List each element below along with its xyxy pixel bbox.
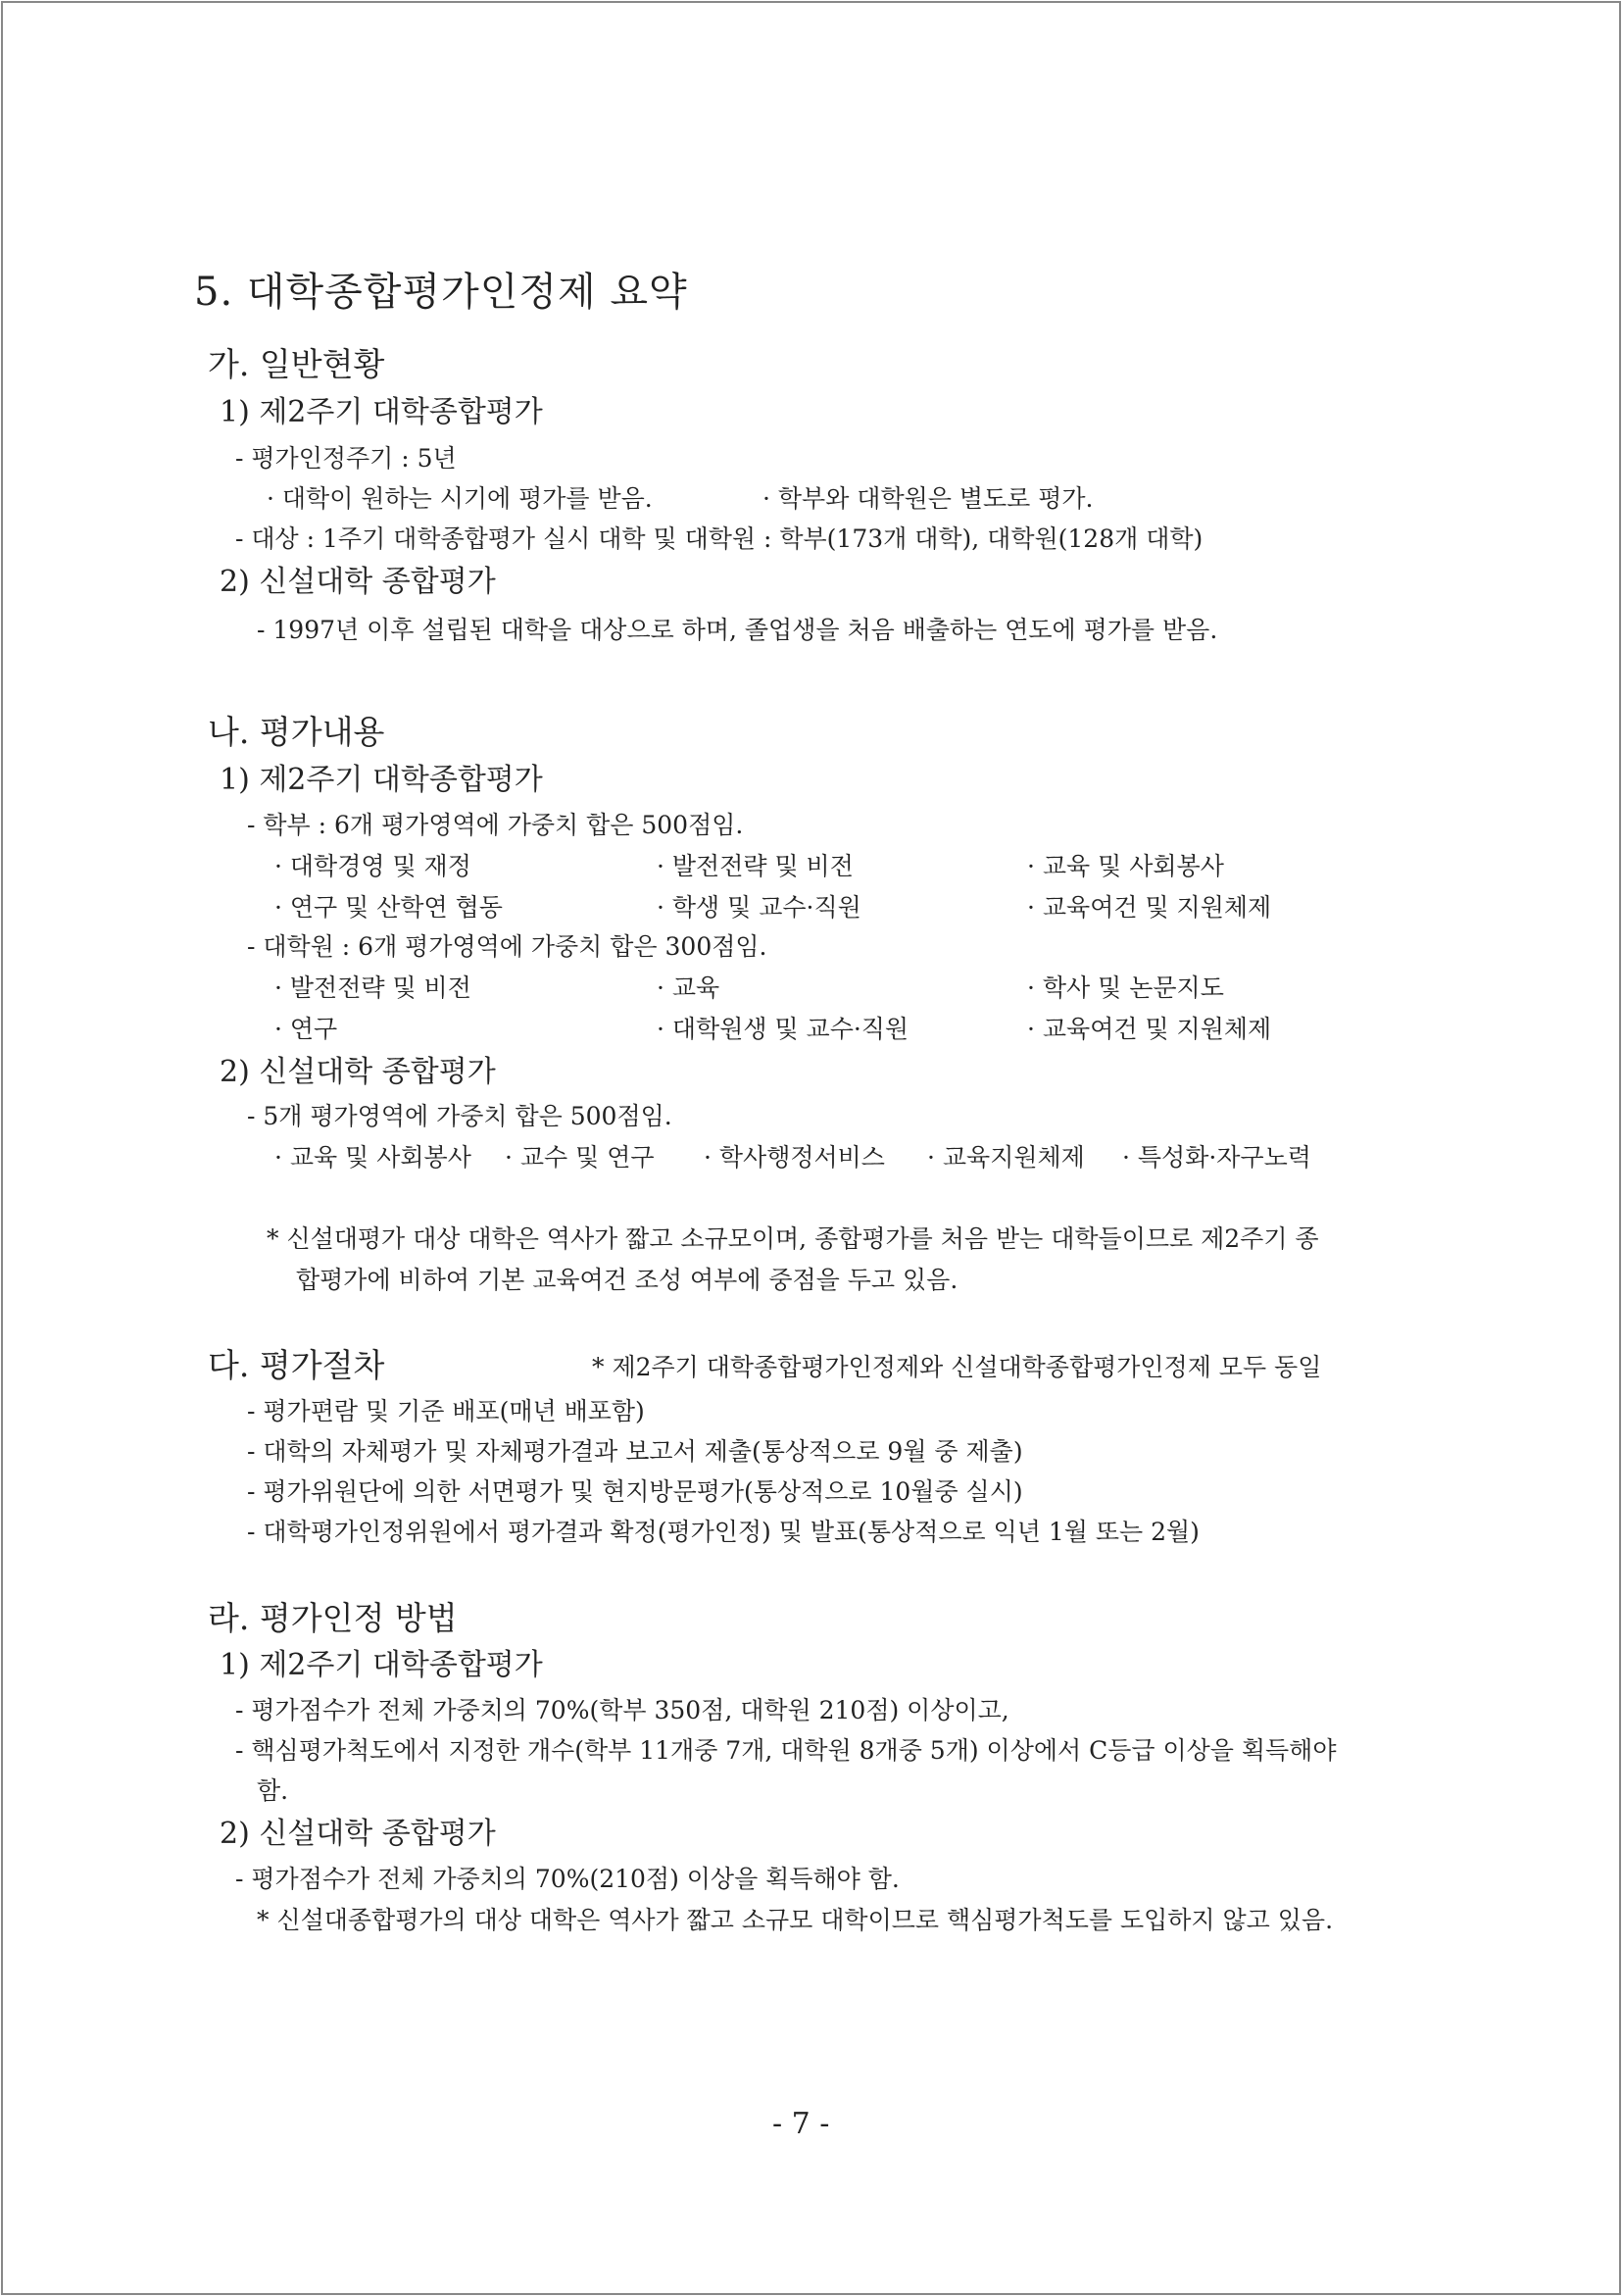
new-university-note-line-1: * 신설대평가 대상 대학은 역사가 짧고 소규모이며, 종합평가를 처음 받는 대학들이므로 제2주기 종 <box>267 1224 1319 1253</box>
cycle-note-2: · 학부와 대학원은 별도로 평가. <box>762 484 1094 513</box>
section-title: 5. 대학종합평가인정제 요약 <box>194 270 688 315</box>
method-line-3: 함. <box>257 1776 289 1805</box>
new-university-text: - 1997년 이후 설립된 대학을 대상으로 하며, 졸업생을 처음 배출하는 연도에 평가를 받음. <box>257 616 1218 644</box>
undergrad-item: · 교육 및 사회봉사 <box>1027 852 1224 880</box>
method-line-2: - 핵심평가척도에서 지정한 개수(학부 11개중 7개, 대학원 8개중 5개) 이상에서 C등급 이상을 획득해야 <box>235 1736 1337 1765</box>
undergrad-line: - 학부 : 6개 평가영역에 가중치 합은 500점임. <box>247 811 744 839</box>
page-number: - 7 - <box>772 2107 830 2141</box>
new-university-method-line: - 평가점수가 전체 가중치의 70%(210점) 이상을 획득해야 함. <box>235 1865 900 1893</box>
new-university-item: · 교육지원체제 <box>927 1143 1085 1172</box>
grad-item: · 대학원생 및 교수·직원 <box>657 1015 909 1043</box>
undergrad-item: · 발전전략 및 비전 <box>657 852 854 880</box>
grad-item: · 교육여건 및 지원체제 <box>1027 1015 1272 1043</box>
undergrad-item: · 교육여건 및 지원체제 <box>1027 893 1272 922</box>
procedure-step: - 평가편람 및 기준 배포(매년 배포함) <box>247 1397 645 1425</box>
undergrad-item: · 대학경영 및 재정 <box>274 852 471 880</box>
procedure-step: - 대학의 자체평가 및 자체평가결과 보고서 제출(통상적으로 9월 중 제출) <box>247 1437 1023 1466</box>
grad-item: · 발전전략 및 비전 <box>274 973 471 1002</box>
new-university-item: · 특성화·자구노력 <box>1122 1143 1311 1172</box>
new-university-item: · 교육 및 사회봉사 <box>274 1143 471 1172</box>
heading-evaluation-procedure: 다. 평가절차 <box>208 1346 385 1384</box>
procedure-step: - 대학평가인정위원에서 평가결과 확정(평가인정) 및 발표(통상적으로 익년 1월 또는 2월) <box>247 1518 1200 1546</box>
new-university-method-note: * 신설대종합평가의 대상 대학은 역사가 짧고 소규모 대학이므로 핵심평가척도를 도입하지 않고 있음. <box>257 1906 1334 1934</box>
cycle-line: - 평가인정주기 : 5년 <box>235 444 457 473</box>
new-university-note-line-2: 합평가에 비하여 기본 교육여건 조성 여부에 중점을 두고 있음. <box>296 1266 958 1294</box>
subheading-new-university: 2) 신설대학 종합평가 <box>220 565 496 599</box>
subheading-new-university-method: 2) 신설대학 종합평가 <box>220 1817 496 1851</box>
cycle-note-1: · 대학이 원하는 시기에 평가를 받음. <box>267 484 653 513</box>
grad-item: · 교육 <box>657 973 720 1002</box>
new-university-item: · 학사행정서비스 <box>704 1143 885 1172</box>
target-line: - 대상 : 1주기 대학종합평가 실시 대학 및 대학원 : 학부(173개 대학), 대학원(128개 대학) <box>235 524 1204 553</box>
subheading-second-cycle-content: 1) 제2주기 대학종합평가 <box>220 763 543 797</box>
subheading-second-cycle: 1) 제2주기 대학종합평가 <box>220 395 543 429</box>
method-line-1: - 평가점수가 전체 가중치의 70%(학부 350점, 대학원 210점) 이상이고, <box>235 1696 1009 1724</box>
undergrad-item: · 학생 및 교수·직원 <box>657 893 861 922</box>
heading-general-status: 가. 일반현황 <box>208 345 385 383</box>
grad-line: - 대학원 : 6개 평가영역에 가중치 합은 300점임. <box>247 932 767 961</box>
grad-item: · 연구 <box>274 1015 338 1043</box>
undergrad-item: · 연구 및 산학연 협동 <box>274 893 503 922</box>
subheading-second-cycle-method: 1) 제2주기 대학종합평가 <box>220 1648 543 1682</box>
grad-item: · 학사 및 논문지도 <box>1027 973 1224 1002</box>
procedure-note: * 제2주기 대학종합평가인정제와 신설대학종합평가인정제 모두 동일 <box>592 1353 1322 1381</box>
heading-evaluation-content: 나. 평가내용 <box>208 713 385 751</box>
heading-accreditation-method: 라. 평가인정 방법 <box>208 1599 458 1637</box>
procedure-step: - 평가위원단에 의한 서면평가 및 현지방문평가(통상적으로 10월중 실시) <box>247 1477 1023 1506</box>
subheading-new-university-content: 2) 신설대학 종합평가 <box>220 1055 496 1089</box>
new-university-item: · 교수 및 연구 <box>505 1143 655 1172</box>
new-university-weight-line: - 5개 평가영역에 가중치 합은 500점임. <box>247 1102 672 1130</box>
